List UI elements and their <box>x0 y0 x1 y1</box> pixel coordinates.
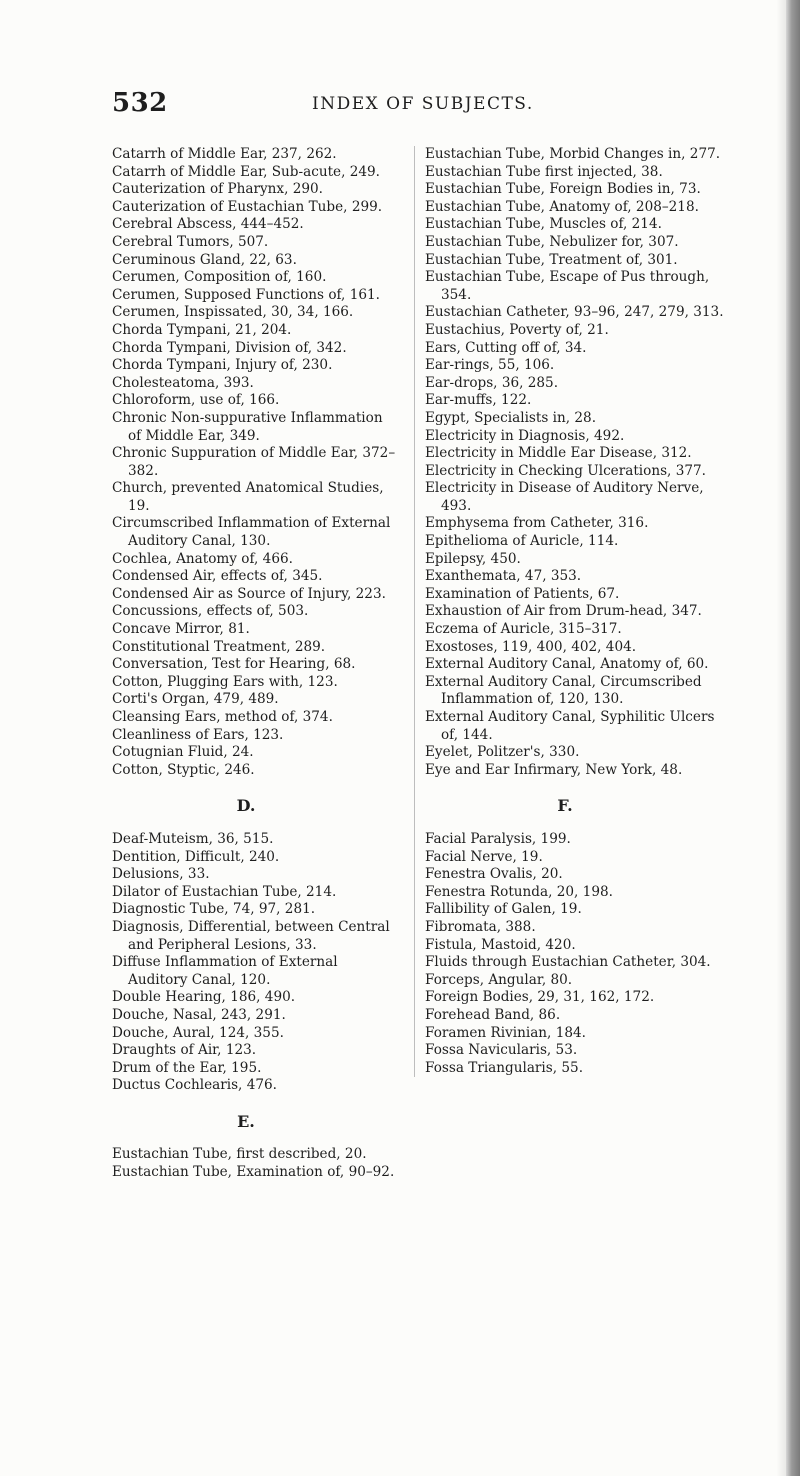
index-entry: Exhaustion of Air from Drum-head, 347. <box>425 603 702 620</box>
section-letter-e: E. <box>237 1111 255 1131</box>
index-entry: Cholesteatoma, 393. <box>112 374 254 391</box>
index-entry: Facial Nerve, 19. <box>425 848 543 865</box>
index-entry: Eustachian Tube first injected, 38. <box>425 163 663 180</box>
index-entry: Diffuse Inflammation of External Auditory Canal, 120. <box>112 954 338 988</box>
index-entry: Catarrh of Middle Ear, 237, 262. <box>112 146 337 162</box>
index-entry: Condensed Air as Source of Injury, 223. <box>112 585 386 602</box>
index-section-d <box>112 831 400 1095</box>
index-column-right <box>414 146 725 1077</box>
index-entry: Cotton, Styptic, 246. <box>112 761 255 778</box>
index-entry: Circumscribed Inflammation of External Auditory Canal, 130. <box>112 515 391 550</box>
index-entry: Electricity in Disease of Auditory Nerve, 493. <box>425 480 704 514</box>
index-entry: Double Hearing, 186, 490. <box>112 989 296 1006</box>
index-entry: Cerumen, Composition of, 160. <box>112 269 327 286</box>
index-entry: Fenestra Rotunda, 20, 198. <box>425 883 613 900</box>
index-entry: Eye and Ear Infirmary, New York, 48. <box>425 761 683 778</box>
index-entry: Cleansing Ears, method of, 374. <box>112 709 333 725</box>
index-entry: Eustachian Tube, Foreign Bodies in, 73. <box>425 181 701 198</box>
index-entry: Drum of the Ear, 195. <box>112 1059 262 1076</box>
index-entry: Dentition, Difficult, 240. <box>112 848 280 865</box>
index-entry: Eyelet, Politzer's, 330. <box>425 744 580 761</box>
index-entry: Eustachian Tube, Escape of Pus through, 354. <box>425 269 710 303</box>
index-entry: Conversation, Test for Hearing, 68. <box>112 656 356 673</box>
index-column-left <box>112 146 400 1182</box>
section-letter-d: D. <box>236 796 256 816</box>
index-entry: Emphysema from Catheter, 316. <box>425 515 649 532</box>
index-entry: Ear-muffs, 122. <box>425 392 532 409</box>
index-entry: Catarrh of Middle Ear, Sub-acute, 249. <box>112 163 380 180</box>
index-entry: Egypt, Specialists in, 28. <box>425 409 597 426</box>
index-entry: Electricity in Middle Ear Disease, 312. <box>425 445 692 462</box>
index-entry: Constitutional Treatment, 289. <box>112 638 326 655</box>
index-entry: Forehead Band, 86. <box>425 1006 561 1023</box>
index-entry: Fibromata, 388. <box>425 918 536 935</box>
index-entry: Cotugnian Fluid, 24. <box>112 744 254 761</box>
index-entry: Ears, Cutting off of, 34. <box>425 339 587 356</box>
index-entry: Eustachius, Poverty of, 21. <box>425 321 609 338</box>
index-entry: Cauterization of Eustachian Tube, 299. <box>112 198 383 215</box>
index-section-e-start <box>112 1146 400 1181</box>
index-entry: Dilator of Eustachian Tube, 214. <box>112 883 337 900</box>
index-entry: Concussions, effects of, 503. <box>112 603 309 620</box>
index-entry: Eczema of Auricle, 315–317. <box>425 621 622 638</box>
index-entry: Douche, Nasal, 243, 291. <box>112 1006 286 1023</box>
index-entry: Douche, Aural, 124, 355. <box>112 1024 284 1041</box>
index-entry: Eustachian Tube, Morbid Changes in, 277. <box>425 146 721 162</box>
index-entry: Eustachian Catheter, 93–96, 247, 279, 313. <box>425 304 724 321</box>
index-entry: Corti's Organ, 479, 489. <box>112 691 279 708</box>
index-entry: Concave Mirror, 81. <box>112 621 250 638</box>
index-entry: Cochlea, Anatomy of, 466. <box>112 550 293 567</box>
index-entry: Draughts of Air, 123. <box>112 1042 257 1059</box>
index-entry: Exostoses, 119, 400, 402, 404. <box>425 638 637 655</box>
index-entry: Eustachian Tube, Nebulizer for, 307. <box>425 233 679 250</box>
index-section-e-continued <box>425 146 725 779</box>
index-entry: Eustachian Tube, Muscles of, 214. <box>425 216 662 233</box>
index-entry: Eustachian Tube, first described, 20. <box>112 1146 367 1163</box>
index-entry: External Auditory Canal, Anatomy of, 60. <box>425 656 709 673</box>
index-entry: Chorda Tympani, Injury of, 230. <box>112 357 333 374</box>
index-entry: Cauterization of Pharynx, 290. <box>112 181 324 198</box>
page-header <box>112 88 752 120</box>
index-entry: Electricity in Checking Ulcerations, 377. <box>425 462 706 479</box>
running-head: INDEX OF SUBJECTS. <box>312 94 534 114</box>
index-entry: Diagnostic Tube, 74, 97, 281. <box>112 901 316 918</box>
index-entry: Exanthemata, 47, 353. <box>425 568 582 585</box>
index-entry: Ear-drops, 36, 285. <box>425 374 559 391</box>
index-entry: Chorda Tympani, Division of, 342. <box>112 339 347 356</box>
index-entry: Ear-rings, 55, 106. <box>425 357 555 374</box>
index-entry: Church, prevented Anatomical Studies, 19. <box>112 480 384 514</box>
index-entry: Ductus Cochlearis, 476. <box>112 1077 277 1094</box>
index-entry: External Auditory Canal, Syphilitic Ulcers of, 144. <box>425 709 715 743</box>
index-section-f <box>425 831 725 1077</box>
index-entry: Condensed Air, effects of, 345. <box>112 568 323 585</box>
index-entry: Fossa Triangularis, 55. <box>425 1059 584 1076</box>
index-entry: Examination of Patients, 67. <box>425 585 620 602</box>
index-entry: Delusions, 33. <box>112 866 210 883</box>
index-entry: Eustachian Tube, Treatment of, 301. <box>425 251 678 268</box>
section-letter-f: F. <box>557 796 573 816</box>
index-entry: Electricity in Diagnosis, 492. <box>425 427 625 444</box>
index-entry: Facial Paralysis, 199. <box>425 830 571 847</box>
index-entry: Cerebral Tumors, 507. <box>112 233 269 250</box>
page-edge-shadow <box>786 0 800 1476</box>
index-entry: Eustachian Tube, Examination of, 90–92. <box>112 1164 395 1181</box>
index-entry: Ceruminous Gland, 22, 63. <box>112 251 297 268</box>
index-entry: Fallibility of Galen, 19. <box>425 901 582 918</box>
index-entry: Chronic Suppuration of Middle Ear, 372–382. <box>112 445 396 479</box>
index-entry: Cotton, Plugging Ears with, 123. <box>112 673 338 690</box>
index-entry: Fistula, Mastoid, 420. <box>425 936 576 953</box>
page-number: 532 <box>112 88 168 118</box>
index-entry: Chronic Non-suppurative Inflammation of Middle Ear, 349. <box>112 409 383 444</box>
index-entry: Chorda Tympani, 21, 204. <box>112 321 292 338</box>
index-entry: Diagnosis, Differential, between Central and Peripheral Lesions, 33. <box>112 918 390 953</box>
index-entry: Deaf-Muteism, 36, 515. <box>112 830 274 847</box>
index-entry: Foramen Rivinian, 184. <box>425 1024 586 1041</box>
index-entry: Foreign Bodies, 29, 31, 162, 172. <box>425 989 655 1006</box>
index-entry: Cerumen, Inspissated, 30, 34, 166. <box>112 304 354 321</box>
index-entry: Cerebral Abscess, 444–452. <box>112 216 304 233</box>
index-entry: Cerumen, Supposed Functions of, 161. <box>112 286 380 303</box>
index-entry: Fluids through Eustachian Catheter, 304. <box>425 954 711 971</box>
index-entry: External Auditory Canal, Circumscribed Inflammation of, 120, 130. <box>425 673 702 708</box>
index-entry: Chloroform, use of, 166. <box>112 392 280 409</box>
index-entry: Epilepsy, 450. <box>425 550 521 567</box>
index-entry: Forceps, Angular, 80. <box>425 971 573 988</box>
index-section-c <box>112 146 400 779</box>
index-entry: Cleanliness of Ears, 123. <box>112 726 284 743</box>
index-entry: Fossa Navicularis, 53. <box>425 1042 578 1059</box>
index-entry: Epithelioma of Auricle, 114. <box>425 533 619 550</box>
index-entry: Eustachian Tube, Anatomy of, 208–218. <box>425 198 699 215</box>
index-entry: Fenestra Ovalis, 20. <box>425 866 563 883</box>
